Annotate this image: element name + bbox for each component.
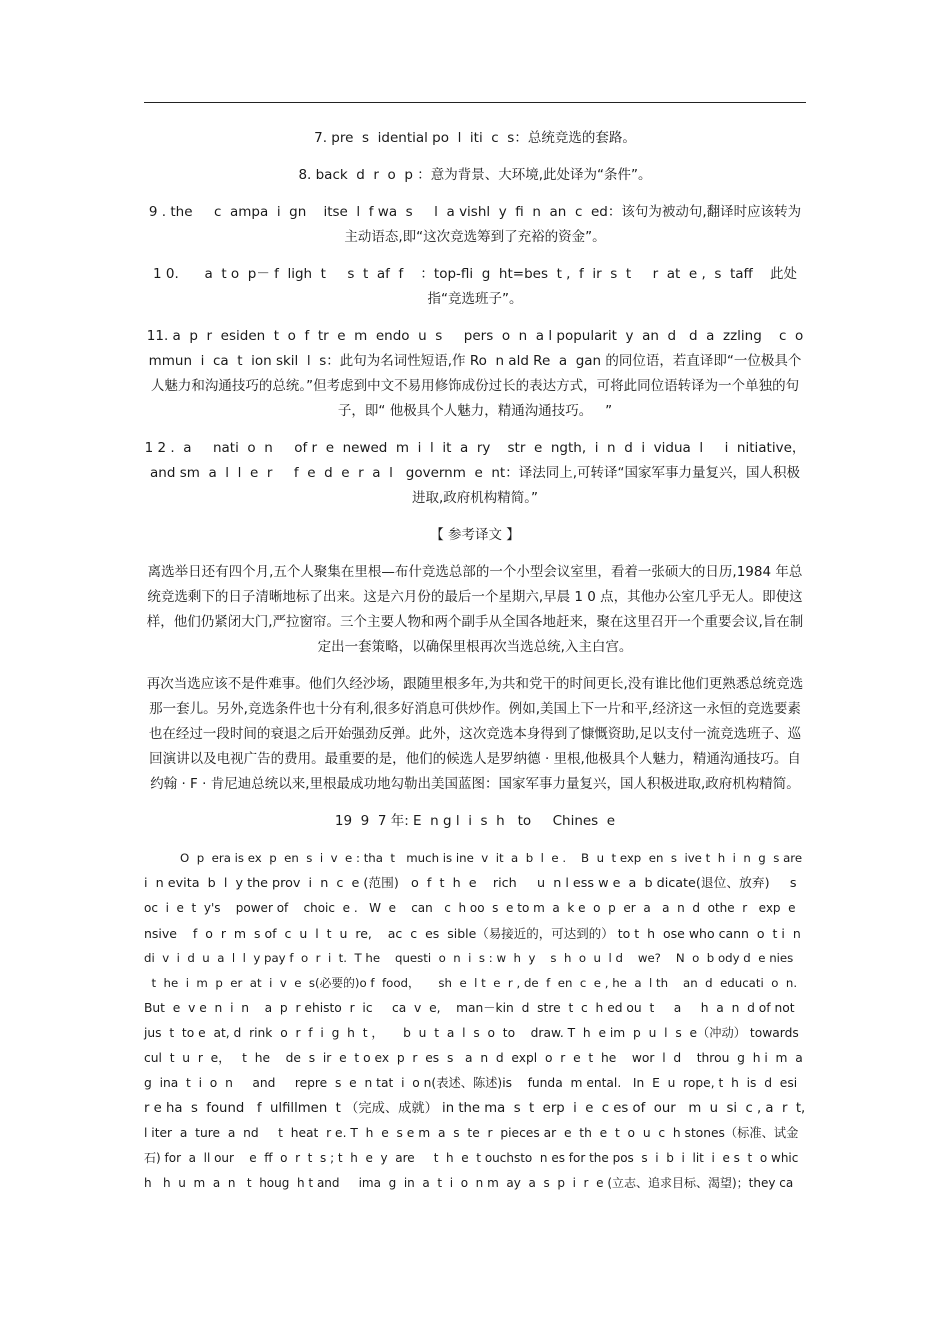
year-heading: 19 9 7 年: E n g l i s h to Chines e <box>334 813 616 829</box>
english-line: g ina t i o n and repre s e n tat i o n(表述、陈述)is funda m ental. In E u rope, t h is d esi <box>144 1076 798 1090</box>
note-9: 9 . the c ampa i gn itse l f wa s l a vishl y fi n an c ed：该句为被动句,翻译时应该转为主动语态,即“这次竞选筹到了充裕的资金”。 <box>148 204 802 245</box>
page-content <box>144 126 812 1196</box>
note-10: 1 0. a t o p－ f ligh t s t af f ：top-fli g ht=bes t , f ir s t r at e , s taff 此处指“竞选班子”。 <box>152 266 798 307</box>
reference-translation-heading: 【 参考译文 】 <box>430 527 520 543</box>
english-line: t he i m p er at i v e s(必要的)o f food， sh e l t e r , de f en c e , he a l th an d educati o n. <box>144 976 798 990</box>
english-passage <box>144 846 806 1196</box>
top-rule <box>144 102 806 103</box>
english-line: O p era is ex p en s i v e : tha t much is ine v it a b l e . B u t exp en s ive t h i n g s are <box>180 851 803 865</box>
english-line: r e ha s found f ulfillmen t （完成、成就） in the ma s t erp i e c es of our m u si c , a r t, <box>144 1101 806 1116</box>
english-line: But e v e n i n a p r ehisto r ic ca v e, man－kin d stre t c h ed ou t a h a n d of not <box>144 1001 795 1015</box>
english-line: l iter a ture a nd t heat r e. T h e s e m a s te r pieces ar e th e t o u c h stones（标准、试金 <box>144 1126 799 1140</box>
english-line: di v i d u a l l y pay f o r i t. T he questi o n i s : w h y s h o u l d we? N o b ody d e nies <box>144 951 794 965</box>
english-line: 石) for a ll our e ff o r t s ; t h e y are t h e t ouchsto n es for the pos s i b i lit i e s t o whic <box>144 1151 799 1165</box>
note-7: 7. pre s idential po l iti c s：总统竞选的套路。 <box>314 130 636 146</box>
english-line: i n evita b l y the prov i n c e (范围) o f t h e rich u n l ess w e a b dicate(退位、放弃) s <box>144 876 797 891</box>
note-12: 1 2 . a nati o n of r e newed m i l it a ry str e ngth, i n d i vidua l i nitiative，and sm a l l e r f e d e r a l governm e nt：译法同上,可转译“国家军事力量复兴，国人积极进取,政府机构精简。” <box>144 440 806 506</box>
english-line: nsive f o r m s of c u l t u re, ac c es sible（易接近的，可达到的） to t h ose who cann o t i n <box>144 926 801 941</box>
translation-paragraph-1: 离选举日还有四个月,五个人聚集在里根—布什竞选总部的一个小型会议室里，看着一张硕大的日历,1984 年总统竞选剩下的日子清晰地标了出来。这是六月份的最后一个星期六,早晨 1 0 点，其他办公室几乎无人。即使这样，他们仍紧闭大门,严拉窗帘。三个主要人物和两个副手从全国各地赶来，聚在这里召开一个重要会议,旨在制定出一套策略，以确保里根再次当选总统,入主白宫。 <box>146 564 804 655</box>
note-11: 11. a p r esiden t o f tr e m endo u s pers o n a l popularit y an d d a zzling c o mmun i ca t ion skil l s：此句为名词性短语,作 Ro n ald Re a gan 的同位语，若直译即“一位极具个人魅力和沟通技巧的总统。”但考虑到中文不易用修饰成份过长的表达方式，可将此同位语转译为一个单独的句子，即“ 他极具个人魅力，精通沟通技巧。 ” <box>146 328 812 419</box>
english-line: jus t to e at, d rink o r f i g h t ， b u t a l s o to draw. T h e im p u l s e（冲动） towards <box>144 1026 799 1040</box>
english-line: h h u m a n t houg h t and ima g in a t i o n m ay a s p i r e (立志、追求目标、渴望)；they ca <box>144 1176 794 1190</box>
note-8: 8. back d r o p ：意为背景、大环境,此处译为“条件”。 <box>298 167 652 183</box>
english-line: cul t u r e， t he de s ir e t o ex p r es s a n d expl o r e t he wor l d throu g h i m a <box>144 1051 803 1065</box>
english-line: oc i e t y's power of choic e . W e can c h oo s e to m a k e o p er a a n d othe r exp e <box>144 901 796 915</box>
translation-paragraph-2: 再次当选应该不是件难事。他们久经沙场，跟随里根多年,为共和党干的时间更长,没有谁比他们更熟悉总统竞选那一套儿。另外,竞选条件也十分有利,很多好消息可供炒作。例如,美国上下一片和平,经济这一永恒的竞选要素也在经过一段时间的衰退之后开始强劲反弹。此外，这次竞选本身得到了慷慨资助,足以支付一流竞选班子、巡回演讲以及电视广告的费用。最重要的是，他们的候选人是罗纳德 · 里根,他极具个人魅力，精通沟通技巧。自约翰 · F · 肯尼迪总统以来,里根最成功地勾勒出美国蓝图：国家军事力量复兴，国人积极进取,政府机构精简。 <box>146 676 804 792</box>
